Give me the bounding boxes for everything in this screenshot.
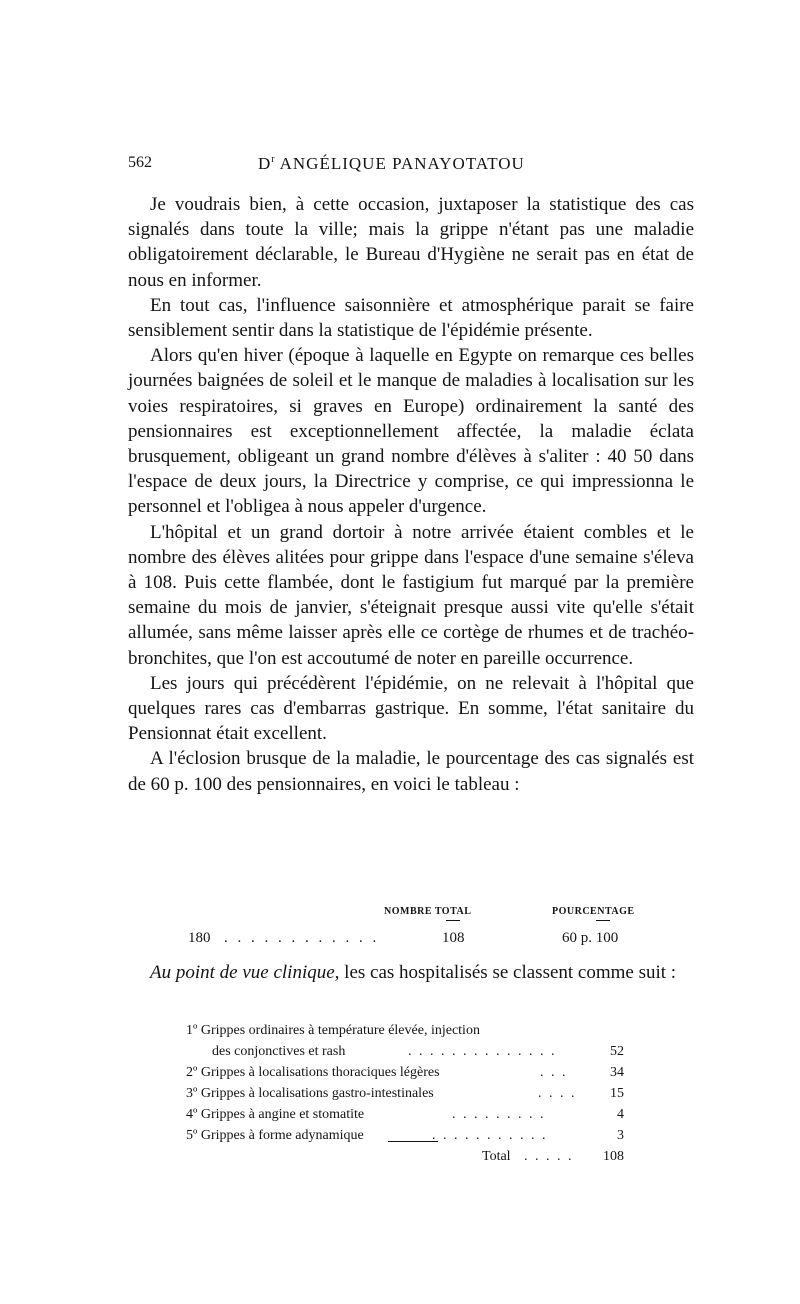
paragraph: En tout cas, l'influence saisonnière et atmosphérique parait se faire sensiblement sentir dans la statistique de l'épidémie présente. <box>128 294 694 342</box>
item-value: 15 <box>610 1086 624 1101</box>
leader-dots: . . . . . . . . . <box>452 1107 546 1122</box>
page-number: 562 <box>128 154 152 171</box>
body-text <box>128 192 694 797</box>
item-value: 3 <box>617 1128 624 1143</box>
page-header <box>128 154 698 178</box>
leader-dots: . . . . . . . . . . . . . . <box>408 1044 557 1059</box>
statistics-table <box>130 898 696 958</box>
total-value: 108 <box>603 1149 624 1164</box>
author-name: ANGÉLIQUE PANAYOTATOU <box>279 154 525 173</box>
paragraph-rest: les cas hospitalisés se classent comme suit : <box>339 962 677 983</box>
list-item <box>186 1062 630 1083</box>
item-value: 34 <box>610 1065 624 1080</box>
item-label: 3º Grippes à localisations gastro-intestinales <box>186 1086 434 1101</box>
paragraph <box>128 960 694 985</box>
item-value: 52 <box>610 1044 624 1059</box>
list-item <box>186 1041 630 1062</box>
leader-dots: . . . . <box>538 1086 577 1101</box>
total-value: 108 <box>442 930 465 946</box>
leader-dots: . . . . . . . . . . . . <box>224 930 380 946</box>
item-label: 1º Grippes ordinaires à température élevée, injection <box>186 1023 480 1038</box>
item-label: des conjonctives et rash <box>212 1044 346 1059</box>
item-label: 5º Grippes à forme adynamique <box>186 1128 364 1143</box>
clinical-intro <box>128 960 694 985</box>
total-label: Total <box>482 1149 511 1164</box>
author-prefix: D <box>258 154 272 173</box>
header-total: NOMBRE TOTAL <box>384 906 472 917</box>
running-head <box>258 154 525 174</box>
list-item <box>186 1083 630 1104</box>
list-item <box>186 1104 630 1125</box>
paragraph: Alors qu'en hiver (époque à laquelle en Egypte on remarque ces belles journées baignées de soleil et le manque de maladies à localisation sur les voies respiratoires, si graves en Europe) ordinairement la santé des pensionnaires est exceptionnellement affectée, la maladie éclata brusquement, obligeant un grand nombre d'élèves à s'aliter : 40 50 dans l'espace de deux jours, la Directrice y comprise, ce qui impressionna le personnel et l'obligea à nous appeler d'urgence. <box>128 345 694 518</box>
item-label: 2º Grippes à localisations thoraciques légères <box>186 1065 440 1080</box>
total-row <box>186 1146 630 1167</box>
count-value: 180 <box>188 930 211 946</box>
leader-dots: . . . . . . . . . . . <box>432 1128 548 1143</box>
paragraph: Les jours qui précédèrent l'épidémie, on ne relevait à l'hôpital que quelques rares cas d'embarras gastrique. En somme, l'état sanitaire du Pensionnat était excellent. <box>128 672 694 745</box>
paragraph: L'hôpital et un grand dortoir à notre arrivée étaient combles et le nombre des élèves alitées pour grippe dans l'espace d'une semaine s'éleva à 108. Puis cette flambée, dont le fastigium fut marqué par la première semaine du mois de janvier, s'éteignait presque aussi vite qu'elle s'était allumée, sans même laisser après elle ce cortège de rhumes et de trachéo-bronchites, que l'on est accoutumé de noter en pareille occurrence. <box>128 521 694 669</box>
list-item <box>186 1125 630 1146</box>
header-percent: POURCENTAGE <box>552 906 635 917</box>
rule-dash <box>596 920 610 921</box>
item-label: 4º Grippes à angine et stomatite <box>186 1107 365 1122</box>
item-value: 4 <box>617 1107 624 1122</box>
leader-dots: . . . <box>540 1065 568 1080</box>
leader-dots: . . . . . <box>524 1149 574 1164</box>
italic-lead: Au point de vue clinique, <box>150 962 340 983</box>
list-item <box>186 1020 630 1041</box>
paragraph: A l'éclosion brusque de la maladie, le pourcentage des cas signalés est de 60 p. 100 des pensionnaires, en voici le tableau : <box>128 748 694 795</box>
classification-list <box>186 1020 630 1167</box>
percent-value: 60 p. 100 <box>562 930 619 946</box>
rule-dash <box>446 920 460 921</box>
total-rule <box>388 1141 438 1142</box>
author-sup: r <box>271 154 276 166</box>
paragraph: Je voudrais bien, à cette occasion, juxtaposer la statistique des cas signalés dans toute la ville; mais la grippe n'étant pas une maladie obligatoirement déclarable, le Bureau d'Hygiène ne serait pas en état de nous en informer. <box>128 194 694 291</box>
